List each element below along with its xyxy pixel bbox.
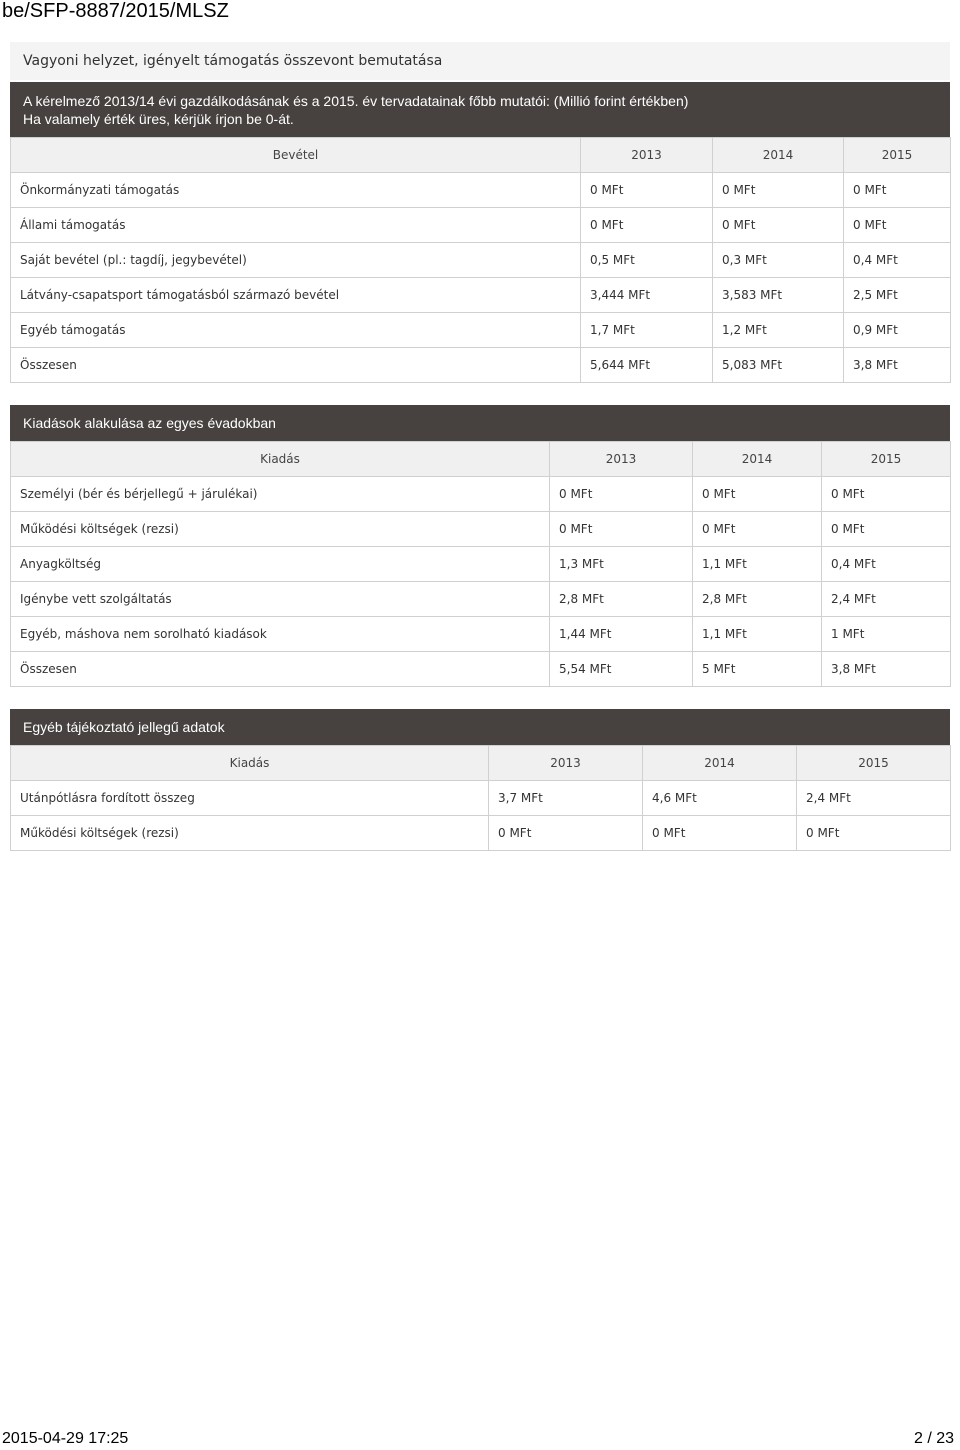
section-title: Vagyoni helyzet, igényelt támogatás összevont bemutatása xyxy=(10,42,950,80)
value-cell: 0,3 MFt xyxy=(713,243,844,278)
value-cell: 0 MFt xyxy=(713,173,844,208)
table-row xyxy=(11,477,951,512)
value-cell: 0,5 MFt xyxy=(581,243,713,278)
value-cell: 0 MFt xyxy=(581,208,713,243)
value-cell: 0 MFt xyxy=(713,208,844,243)
table-row xyxy=(11,512,951,547)
value-cell: 2,4 MFt xyxy=(797,781,951,816)
value-cell: 0,4 MFt xyxy=(822,547,951,582)
row-label: Állami támogatás xyxy=(11,208,581,243)
value-cell: 4,6 MFt xyxy=(643,781,797,816)
row-label: Összesen xyxy=(11,348,581,383)
table-row xyxy=(11,278,951,313)
row-label: Utánpótlásra fordított összeg xyxy=(11,781,489,816)
value-cell: 1 MFt xyxy=(822,617,951,652)
row-label: Saját bevétel (pl.: tagdíj, jegybevétel) xyxy=(11,243,581,278)
income-intro-line1: A kérelmező 2013/14 évi gazdálkodásának és a 2015. év tervadatainak főbb mutatói: (Millió forint értékben) xyxy=(23,93,689,109)
value-cell: 5 MFt xyxy=(693,652,822,687)
value-cell: 5,54 MFt xyxy=(550,652,693,687)
column-header-label: Kiadás xyxy=(11,746,489,781)
value-cell: 0 MFt xyxy=(693,512,822,547)
column-header-year: 2014 xyxy=(693,442,822,477)
value-cell: 0 MFt xyxy=(693,477,822,512)
row-label: Egyéb támogatás xyxy=(11,313,581,348)
column-header-year: 2015 xyxy=(797,746,951,781)
table-row xyxy=(11,617,951,652)
value-cell: 5,644 MFt xyxy=(581,348,713,383)
column-header-label: Bevétel xyxy=(11,138,581,173)
footer-page-number: 2 / 23 xyxy=(913,1430,954,1447)
column-header-year: 2015 xyxy=(844,138,951,173)
row-label: Önkormányzati támogatás xyxy=(11,173,581,208)
table-row xyxy=(11,313,951,348)
column-header-year: 2014 xyxy=(643,746,797,781)
value-cell: 0 MFt xyxy=(581,173,713,208)
row-label: Összesen xyxy=(11,652,550,687)
table-row xyxy=(11,652,951,687)
value-cell: 3,7 MFt xyxy=(489,781,643,816)
value-cell: 0 MFt xyxy=(550,512,693,547)
income-header-row xyxy=(11,138,951,173)
expenses-title-bar: Kiadások alakulása az egyes évadokban xyxy=(10,405,950,441)
value-cell: 0,9 MFt xyxy=(844,313,951,348)
column-header-year: 2013 xyxy=(550,442,693,477)
column-header-year: 2015 xyxy=(822,442,951,477)
table-row xyxy=(11,582,951,617)
column-header-label: Kiadás xyxy=(11,442,550,477)
row-label: Anyagköltség xyxy=(11,547,550,582)
value-cell: 1,7 MFt xyxy=(581,313,713,348)
row-label: Egyéb, máshova nem sorolható kiadások xyxy=(11,617,550,652)
income-intro-line2: Ha valamely érték üres, kérjük írjon be 0-át. xyxy=(23,111,294,127)
value-cell: 1,44 MFt xyxy=(550,617,693,652)
value-cell: 3,583 MFt xyxy=(713,278,844,313)
value-cell: 0 MFt xyxy=(797,816,951,851)
value-cell: 1,3 MFt xyxy=(550,547,693,582)
value-cell: 1,1 MFt xyxy=(693,617,822,652)
value-cell: 1,2 MFt xyxy=(713,313,844,348)
column-header-year: 2013 xyxy=(581,138,713,173)
value-cell: 1,1 MFt xyxy=(693,547,822,582)
value-cell: 2,8 MFt xyxy=(550,582,693,617)
other-header-row xyxy=(11,746,951,781)
income-intro-bar xyxy=(10,82,950,137)
column-header-year: 2013 xyxy=(489,746,643,781)
value-cell: 5,083 MFt xyxy=(713,348,844,383)
table-row xyxy=(11,208,951,243)
expenses-table xyxy=(10,441,951,687)
table-row xyxy=(11,348,951,383)
value-cell: 0,4 MFt xyxy=(844,243,951,278)
value-cell: 0 MFt xyxy=(643,816,797,851)
value-cell: 3,444 MFt xyxy=(581,278,713,313)
row-label: Látvány-csapatsport támogatásból származó bevétel xyxy=(11,278,581,313)
other-data-table xyxy=(10,745,951,851)
table-row xyxy=(11,781,951,816)
other-data-title-bar: Egyéb tájékoztató jellegű adatok xyxy=(10,709,950,745)
value-cell: 0 MFt xyxy=(489,816,643,851)
value-cell: 2,5 MFt xyxy=(844,278,951,313)
row-label: Személyi (bér és bérjellegű + járulékai) xyxy=(11,477,550,512)
column-header-year: 2014 xyxy=(713,138,844,173)
table-row xyxy=(11,547,951,582)
table-row xyxy=(11,173,951,208)
row-label: Működési költségek (rezsi) xyxy=(11,816,489,851)
table-row xyxy=(11,243,951,278)
table-row xyxy=(11,816,951,851)
expenses-header-row xyxy=(11,442,951,477)
value-cell: 0 MFt xyxy=(822,512,951,547)
value-cell: 0 MFt xyxy=(822,477,951,512)
value-cell: 3,8 MFt xyxy=(844,348,951,383)
value-cell: 0 MFt xyxy=(844,208,951,243)
income-table xyxy=(10,137,951,383)
value-cell: 3,8 MFt xyxy=(822,652,951,687)
document-id: be/SFP-8887/2015/MLSZ xyxy=(2,0,229,22)
row-label: Igénybe vett szolgáltatás xyxy=(11,582,550,617)
footer-timestamp: 2015-04-29 17:25 xyxy=(2,1430,129,1447)
value-cell: 0 MFt xyxy=(844,173,951,208)
form-content xyxy=(0,22,960,870)
value-cell: 2,4 MFt xyxy=(822,582,951,617)
value-cell: 0 MFt xyxy=(550,477,693,512)
value-cell: 2,8 MFt xyxy=(693,582,822,617)
row-label: Működési költségek (rezsi) xyxy=(11,512,550,547)
